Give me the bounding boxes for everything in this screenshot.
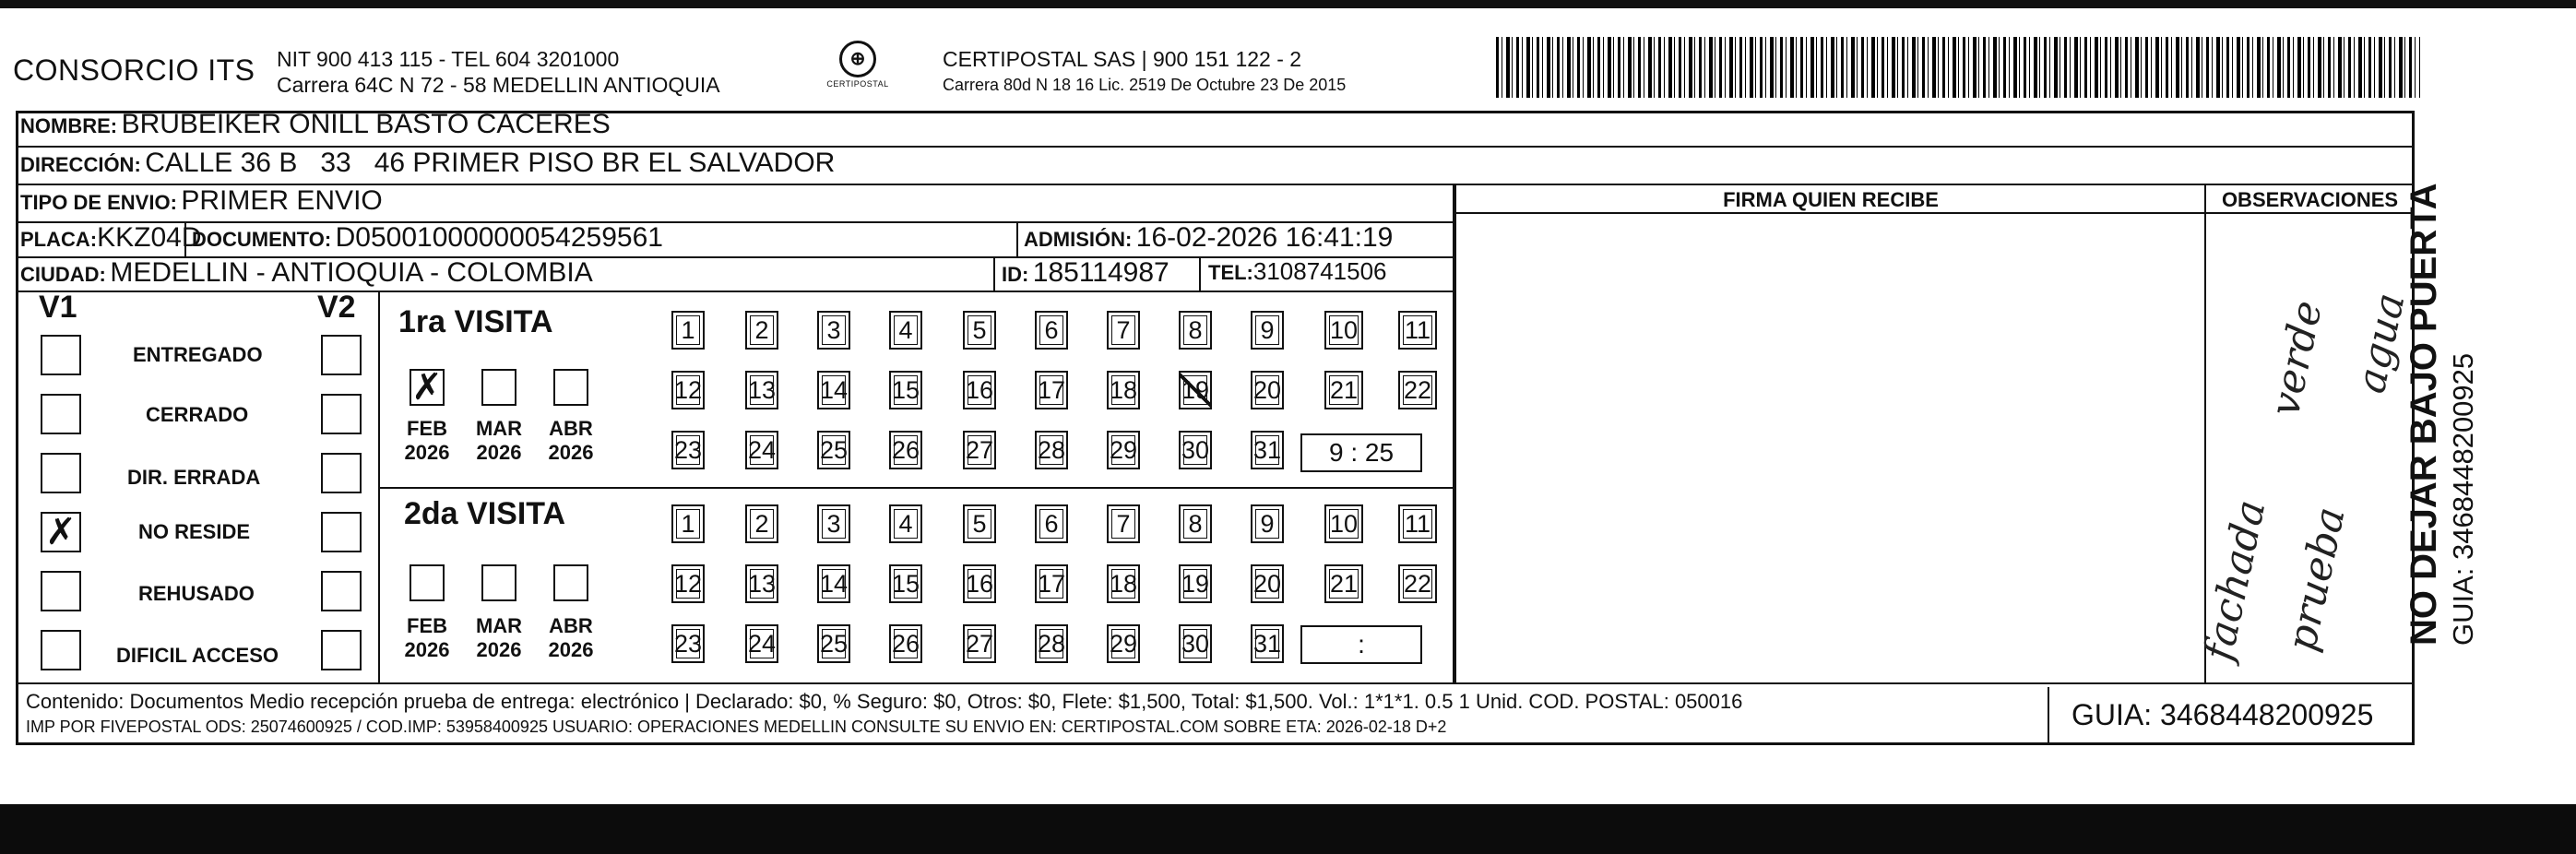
first-grid-day-6[interactable]: 6: [1035, 311, 1068, 350]
status-entregado: ENTREGADO: [133, 343, 263, 366]
second-visit-title: 2da VISITA: [404, 496, 566, 531]
v1-check-rehusado[interactable]: [41, 571, 81, 611]
first-grid-day-30[interactable]: 30: [1179, 431, 1212, 469]
shipment-type: PRIMER ENVIO: [181, 185, 383, 216]
first-grid-day-20[interactable]: 20: [1251, 371, 1284, 409]
status-dir-errada: DIR. ERRADA: [127, 466, 261, 489]
observations-header: OBSERVACIONES: [2221, 188, 2399, 211]
document-label: DOCUMENTO:: [192, 228, 332, 251]
second-grid-day-11[interactable]: 11: [1398, 504, 1437, 543]
plate-value: KKZ04D: [97, 222, 202, 253]
admission-cell: [1024, 222, 1393, 254]
second-grid-day-17[interactable]: 17: [1035, 564, 1068, 603]
first-month-label-mar: MAR 2026: [475, 417, 523, 464]
second-visit-month-feb[interactable]: [410, 564, 445, 601]
second-grid-day-7[interactable]: 7: [1107, 504, 1140, 543]
v1-title: V1: [39, 290, 77, 325]
second-grid-day-29[interactable]: 29: [1107, 624, 1140, 663]
first-grid-day-31[interactable]: 31: [1251, 431, 1284, 469]
v2-check-dir-errada[interactable]: [321, 453, 362, 493]
first-visit-month-mar[interactable]: [481, 369, 516, 406]
first-month-label-abr: ABR 2026: [548, 417, 594, 464]
first-grid-day-26[interactable]: 26: [889, 431, 922, 469]
first-grid-day-28[interactable]: 28: [1035, 431, 1068, 469]
second-visit-month-mar[interactable]: [481, 564, 516, 601]
side-guia: GUIA: 3468448200925: [2447, 352, 2479, 646]
second-grid-day-5[interactable]: 5: [963, 504, 996, 543]
second-visit-month-abr[interactable]: [553, 564, 588, 601]
second-grid-day-10[interactable]: 10: [1324, 504, 1363, 543]
v1-check-dir-errada[interactable]: [41, 453, 81, 493]
type-row: [20, 185, 383, 217]
status-rehusado: REHUSADO: [138, 582, 255, 605]
carrier-info: [943, 46, 1346, 98]
status-no-reside: NO RESIDE: [138, 520, 251, 543]
first-visit-month-feb[interactable]: ✗: [410, 369, 445, 406]
tel-cell: [1208, 257, 1387, 286]
document-cell: [192, 222, 663, 254]
second-grid-day-15[interactable]: 15: [889, 564, 922, 603]
observation-handwriting-3: verde: [2261, 296, 2333, 421]
v1-check-dificil-acceso[interactable]: [41, 630, 81, 670]
top-border: [0, 0, 2576, 8]
name-label: NOMBRE:: [20, 114, 118, 137]
v2-title: V2: [317, 290, 356, 325]
first-grid-day-4[interactable]: 4: [889, 311, 922, 350]
first-grid-day-2[interactable]: 2: [745, 311, 778, 350]
name-row: [20, 109, 611, 140]
v1-check-no-reside[interactable]: ✗: [41, 512, 81, 552]
first-grid-day-9[interactable]: 9: [1251, 311, 1284, 350]
second-grid-day-31[interactable]: 31: [1251, 624, 1284, 663]
second-grid-day-20[interactable]: 20: [1251, 564, 1284, 603]
first-grid-day-5[interactable]: 5: [963, 311, 996, 350]
first-grid-day-25[interactable]: 25: [817, 431, 850, 469]
observation-handwriting-4: agua: [2347, 289, 2415, 397]
v1-check-entregado[interactable]: [41, 335, 81, 375]
first-grid-day-21[interactable]: 21: [1324, 371, 1363, 409]
address-label: DIRECCIÓN:: [20, 153, 141, 176]
first-grid-day-29[interactable]: 29: [1107, 431, 1140, 469]
v2-check-rehusado[interactable]: [321, 571, 362, 611]
v2-check-cerrado[interactable]: [321, 394, 362, 434]
second-grid-day-13[interactable]: 13: [745, 564, 778, 603]
second-month-label-mar: MAR 2026: [475, 614, 523, 661]
second-grid-day-22[interactable]: 22: [1398, 564, 1437, 603]
second-grid-day-12[interactable]: 12: [671, 564, 705, 603]
second-grid-day-2[interactable]: 2: [745, 504, 778, 543]
footer-print-info: IMP POR FIVEPOSTAL ODS: 25074600925 / COD.IMP: 53958400925 USUARIO: OPERACIONES MEDELLIN CONSULTE SU ENVIO EN: CERTIPOSTAL.COM SOBRE ETA: 2026-02-18 D+2: [26, 718, 1447, 736]
first-grid-day-23[interactable]: 23: [671, 431, 705, 469]
observation-handwriting-2: prueba: [2278, 503, 2355, 656]
second-grid-day-1[interactable]: 1: [671, 504, 705, 543]
second-visit-time[interactable]: :: [1300, 625, 1422, 664]
first-grid-day-19[interactable]: 19: [1179, 371, 1212, 409]
bottom-border: [0, 804, 2576, 854]
recipient-name: BRUBEIKER ONILL BASTO CACERES: [121, 109, 611, 139]
first-grid-day-16[interactable]: 16: [963, 371, 996, 409]
city-label: CIUDAD:: [20, 263, 106, 286]
first-grid-day-18[interactable]: 18: [1107, 371, 1140, 409]
type-label: TIPO DE ENVIO:: [20, 191, 177, 214]
first-grid-day-10[interactable]: 10: [1324, 311, 1363, 350]
second-grid-day-30[interactable]: 30: [1179, 624, 1212, 663]
second-grid-day-25[interactable]: 25: [817, 624, 850, 663]
second-grid-day-27[interactable]: 27: [963, 624, 996, 663]
first-grid-day-13[interactable]: 13: [745, 371, 778, 409]
observation-handwriting-1: fachada: [2195, 495, 2275, 665]
first-grid-day-14[interactable]: 14: [817, 371, 850, 409]
first-month-label-feb: FEB 2026: [404, 417, 450, 464]
first-grid-day-15[interactable]: 15: [889, 371, 922, 409]
city-value: MEDELLIN - ANTIOQUIA - COLOMBIA: [110, 257, 593, 288]
first-grid-day-24[interactable]: 24: [745, 431, 778, 469]
first-grid-day-3[interactable]: 3: [817, 311, 850, 350]
plate-row: [20, 222, 202, 254]
status-dificil-acceso: DIFICIL ACCESO: [116, 644, 279, 667]
v2-check-no-reside[interactable]: [321, 512, 362, 552]
status-cerrado: CERRADO: [146, 403, 249, 426]
first-grid-day-7[interactable]: 7: [1107, 311, 1140, 350]
side-text: [2404, 0, 2480, 646]
id-value: 185114987: [1032, 257, 1169, 288]
second-grid-day-16[interactable]: 16: [963, 564, 996, 603]
logo-icon: ⊕: [839, 41, 876, 77]
first-grid-day-8[interactable]: 8: [1179, 311, 1212, 350]
second-grid-day-14[interactable]: 14: [817, 564, 850, 603]
v2-check-entregado[interactable]: [321, 335, 362, 375]
tel-label: TEL:: [1208, 261, 1253, 284]
nit-line: NIT 900 413 115 - TEL 604 3201000: [277, 47, 620, 71]
second-grid-day-26[interactable]: 26: [889, 624, 922, 663]
second-grid-day-28[interactable]: 28: [1035, 624, 1068, 663]
second-grid-day-9[interactable]: 9: [1251, 504, 1284, 543]
side-warning: NO DEJAR BAJO PUERTA: [2404, 183, 2444, 646]
certipostal-logo: ⊕ CERTIPOSTAL: [812, 41, 904, 100]
address-line: Carrera 64C N 72 - 58 MEDELLIN ANTIOQUIA: [277, 73, 720, 97]
signature-header: FIRMA QUIEN RECIBE: [1723, 188, 1939, 211]
id-label: ID:: [1002, 263, 1029, 286]
second-grid-day-8[interactable]: 8: [1179, 504, 1212, 543]
footer-guia: GUIA: 3468448200925: [2048, 687, 2412, 742]
first-visit-month-abr[interactable]: [553, 369, 588, 406]
second-grid-day-18[interactable]: 18: [1107, 564, 1140, 603]
document-value: D05001000000054259561: [335, 222, 663, 253]
recipient-address: CALLE 36 B 33 46 PRIMER PISO BR EL SALVADOR: [145, 148, 836, 178]
barcode: [1496, 37, 2420, 98]
second-grid-day-19[interactable]: 19: [1179, 564, 1212, 603]
second-grid-day-4[interactable]: 4: [889, 504, 922, 543]
first-grid-day-17[interactable]: 17: [1035, 371, 1068, 409]
first-visit-time[interactable]: 9 : 25: [1300, 433, 1422, 472]
carrier-line: CERTIPOSTAL SAS | 900 151 122 - 2: [943, 47, 1302, 71]
second-month-label-abr: ABR 2026: [548, 614, 594, 661]
plate-label: PLACA:: [20, 228, 98, 251]
v1-check-cerrado[interactable]: [41, 394, 81, 434]
second-grid-day-6[interactable]: 6: [1035, 504, 1068, 543]
city-row: [20, 257, 593, 289]
company-contact: [277, 46, 720, 98]
footer-contents: Contenido: Documentos Medio recepción prueba de entrega: electrónico | Declarado: $0, % Seguro: $0, Otros: $0, Flete: $1,500, Total: $1,500. Vol.: 1*1*1. 0.5 1 Unid. COD. POSTAL: 050016: [26, 690, 1743, 713]
second-grid-day-3[interactable]: 3: [817, 504, 850, 543]
first-grid-day-27[interactable]: 27: [963, 431, 996, 469]
first-grid-day-1[interactable]: 1: [671, 311, 705, 350]
first-visit-title: 1ra VISITA: [398, 304, 553, 339]
first-grid-day-11[interactable]: 11: [1398, 311, 1437, 350]
tel-value: 3108741506: [1252, 257, 1387, 285]
second-grid-day-23[interactable]: 23: [671, 624, 705, 663]
carrier-address: Carrera 80d N 18 16 Lic. 2519 De Octubre 23 De 2015: [943, 76, 1347, 94]
v2-check-dificil-acceso[interactable]: [321, 630, 362, 670]
company-name: CONSORCIO ITS: [13, 53, 255, 87]
first-grid-day-22[interactable]: 22: [1398, 371, 1437, 409]
admission-label: ADMISIÓN:: [1024, 228, 1133, 251]
first-grid-day-12[interactable]: 12: [671, 371, 705, 409]
id-cell: [1002, 257, 1169, 289]
second-grid-day-24[interactable]: 24: [745, 624, 778, 663]
address-row: [20, 148, 835, 179]
admission-value: 16-02-2026 16:41:19: [1135, 222, 1394, 253]
second-grid-day-21[interactable]: 21: [1324, 564, 1363, 603]
second-month-label-feb: FEB 2026: [404, 614, 450, 661]
